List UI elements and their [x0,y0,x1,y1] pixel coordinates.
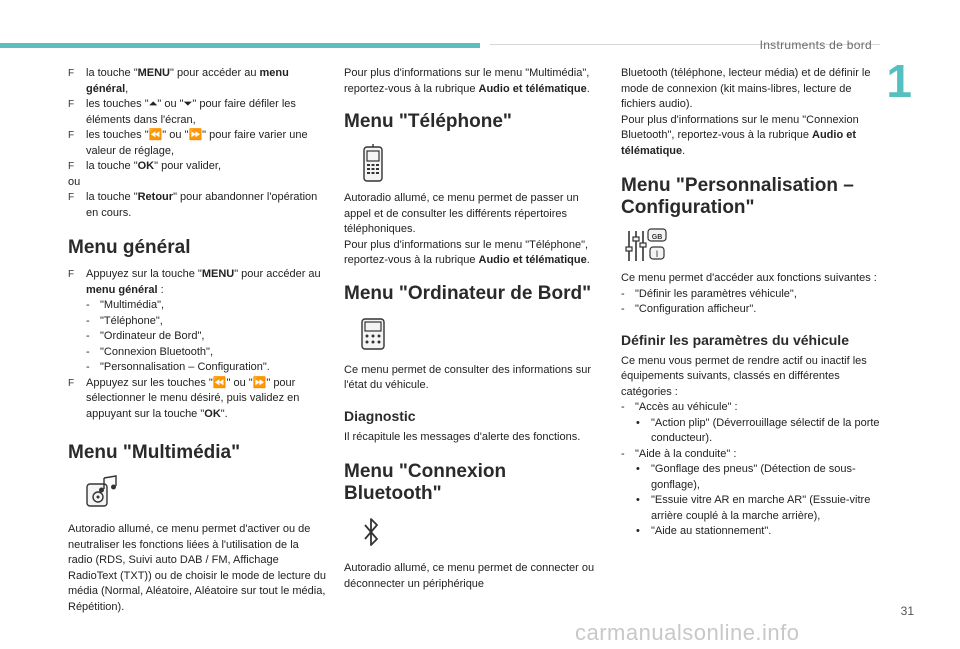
bluetooth-description: Autoradio allumé, ce menu permet de connecter ou déconnecter un périphérique [344,562,595,590]
instruction-item: F les touches "⏪" ou "⏩" pour faire varier une valeur de réglage, [68,128,326,159]
heading-menu-general: Menu général [68,237,191,258]
category-item: - "Aide à la conduite" : [621,447,881,463]
multimedia-reference: Pour plus d'informations sur le menu "Multimédia", reportez-vous à la rubrique Audio et télématique. [344,67,590,95]
list-item: - "Multimédia", [86,298,326,314]
settings-icon [623,227,669,265]
instruction-item: F Appuyez sur les touches "⏪" ou "⏩" pour sélectionner le menu désiré, puis validez en appuyant sur la touche "OK". [68,376,326,423]
instruction-item: F la touche "Retour" pour abandonner l'opération en cours. [68,190,326,221]
page-number: 31 [900,604,914,618]
heading-diagnostic: Diagnostic [344,407,416,424]
instruction-item: F la touche "MENU" pour accéder au menu général, [68,66,326,97]
instruction-item: F les touches "⏶" ou "⏷" pour faire défiler les éléments dans l'écran, [68,97,326,128]
multimedia-description: Autoradio allumé, ce menu permet d'activer ou de neutraliser les fonctions liées à l'utilisation de la radio (RDS, Suivi auto DAB / FM, Affichage RadioText (TXT)) ou de choisir le mode de lecture du média (Normal, Aléatoire, Aléatoire sur tout le média, Répétition). [68,523,327,613]
phone-icon [360,143,386,183]
list-item: - "Connexion Bluetooth", [86,345,326,361]
language-label: GB [651,234,663,241]
bluetooth-icon [360,515,382,551]
svg-text:I: I [655,249,659,259]
sub-list-item: • "Gonflage des pneus" (Détection de sous-gonflage), [621,462,881,493]
section-name: Instruments de bord [759,38,872,52]
heading-definir-parametres: Définir les paramètres du véhicule [621,331,849,348]
accent-bar [0,43,480,48]
odb-description: Ce menu permet de consulter des informations sur l'état du véhicule. [344,363,592,391]
bluetooth-continuation: Bluetooth (téléphone, lecteur média) et de définir le mode de connexion (kit mains-libres, lecture de fichiers audio). Pour plus d'informations sur le menu "Connexion Bluetooth", reportez-vous à la rubrique Audio et télématique. [621,67,871,157]
column-2 [344,66,602,592]
multimedia-icon [84,474,120,510]
watermark: carmanualsonline.info [575,620,800,645]
instruction-item: F Appuyez sur la touche "MENU" pour accéder au menu général : [68,267,326,298]
column-1 [68,66,326,615]
list-item: - "Téléphone", [86,314,326,330]
sub-list-item: • "Aide au stationnement". [621,524,881,540]
params-description: Ce menu vous permet de rendre actif ou inactif les équipements suivants, classés en différentes catégories : [621,354,867,398]
sub-list-item: • "Essuie vitre AR en marche AR" (Essuie-vitre arrière couplé à la marche arrière), [621,493,881,524]
heading-multimedia: Menu "Multimédia" [68,442,241,463]
list-item: - "Configuration afficheur". [621,302,881,318]
category-item: - "Accès au véhicule" : [621,400,881,416]
column-3 [621,66,881,540]
heading-personnalisation: Menu "Personnalisation – Configuration" [621,175,854,218]
instruction-item: F la touche "OK" pour valider, [68,159,326,175]
heading-ordinateur-de-bord: Menu "Ordinateur de Bord" [344,282,592,304]
list-item: - "Définir les paramètres véhicule", [621,287,881,303]
heading-bluetooth: Menu "Connexion Bluetooth" [344,461,507,504]
trip-computer-icon [358,315,388,351]
telephone-description: Autoradio allumé, ce menu permet de passer un appel et de consulter les différents répertoires téléphoniques. Pour plus d'informations sur le menu "Téléphone", reportez-vous à la rubrique Audio et télématique. [344,192,590,266]
heading-telephone: Menu "Téléphone" [344,111,512,132]
list-item: - "Ordinateur de Bord", [86,329,326,345]
diagnostic-description: Il récapitule les messages d'alerte des fonctions. [344,430,581,443]
personnalisation-description: Ce menu permet d'accéder aux fonctions suivantes : [621,272,877,284]
or-text: ou [68,175,81,188]
sub-list-item: • "Action plip" (Déverrouillage sélectif de la porte conducteur). [621,416,881,447]
list-item: - "Personnalisation – Configuration". [86,360,326,376]
chapter-number: 1 [886,55,912,107]
